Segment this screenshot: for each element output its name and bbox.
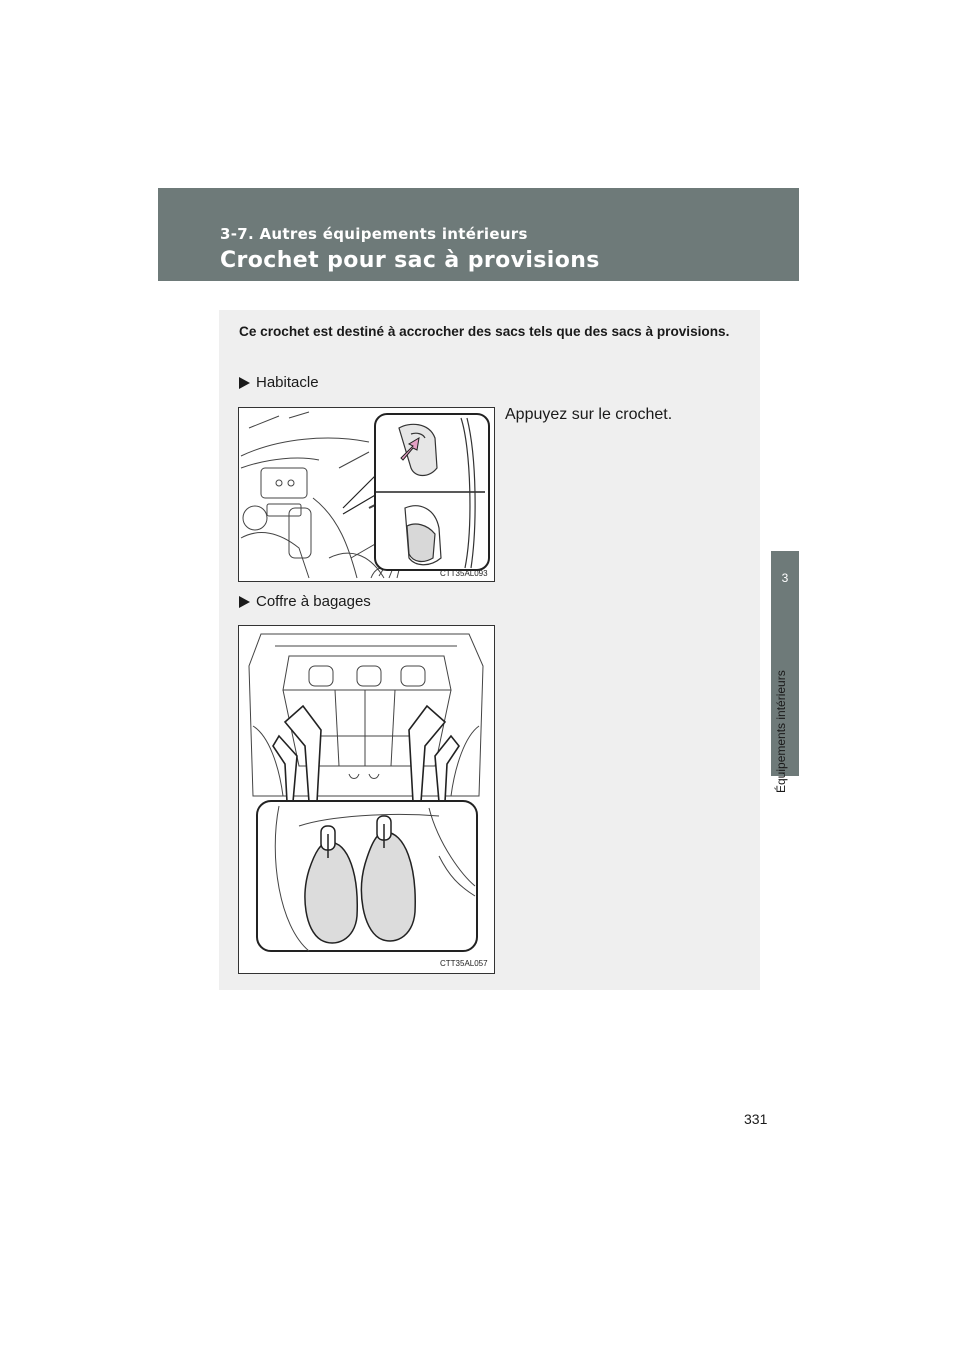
section-label: 3-7. Autres équipements intérieurs: [220, 225, 528, 243]
cabin-hook-illustration: [238, 407, 495, 582]
luggage-hook-illustration: [238, 625, 495, 974]
header-band: [158, 188, 799, 281]
instruction-caption: Appuyez sur le crochet.: [505, 406, 673, 423]
cabin-drawing: [239, 408, 494, 581]
luggage-drawing: [239, 626, 494, 973]
page-title: Crochet pour sac à provisions: [220, 248, 600, 273]
triangle-bullet-icon: [239, 377, 250, 389]
figure-code: CTT35AL057: [440, 959, 488, 968]
figure-code: CTT35AL093: [440, 569, 488, 578]
triangle-bullet-icon: [239, 596, 250, 608]
page-number: 331: [744, 1111, 768, 1127]
intro-text: Ce crochet est destiné à accrocher des sacs tels que des sacs à provisions.: [239, 324, 730, 339]
content-box: [219, 310, 760, 990]
chapter-number: 3: [781, 571, 789, 585]
chapter-label: Équipements intérieurs: [774, 670, 788, 793]
section-heading-coffre: Coffre à bagages: [239, 593, 371, 610]
section-heading-habitacle: Habitacle: [239, 374, 319, 391]
